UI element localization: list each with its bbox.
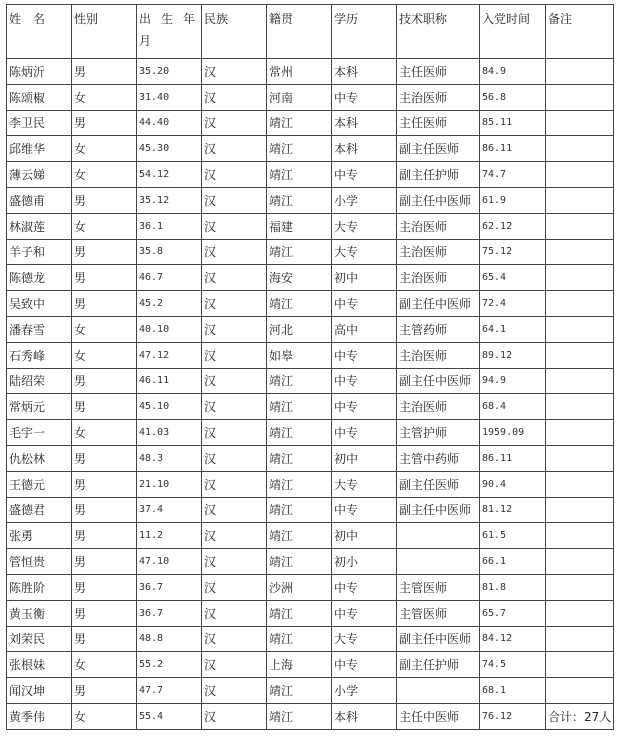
cell-ethnicity: 汉 — [202, 187, 267, 213]
cell-title: 副主任护师 — [397, 162, 480, 188]
cell-party-date: 75.12 — [480, 239, 546, 265]
cell-name: 盛德甫 — [7, 187, 72, 213]
cell-name: 盛德君 — [7, 497, 72, 523]
cell-hometown: 靖江 — [267, 471, 332, 497]
cell-name: 羊子和 — [7, 239, 72, 265]
cell-name: 毛宇一 — [7, 420, 72, 446]
cell-education: 本科 — [332, 703, 397, 729]
cell-remarks — [546, 162, 614, 188]
cell-ethnicity: 汉 — [202, 59, 267, 85]
cell-dob: 35.8 — [137, 239, 202, 265]
cell-education: 初中 — [332, 523, 397, 549]
cell-education: 大专 — [332, 471, 397, 497]
cell-remarks — [546, 600, 614, 626]
cell-title — [397, 523, 480, 549]
cell-ethnicity: 汉 — [202, 600, 267, 626]
cell-party-date: 56.8 — [480, 84, 546, 110]
member-roster-table — [6, 4, 614, 730]
cell-dob: 40.10 — [137, 316, 202, 342]
cell-gender: 女 — [72, 136, 137, 162]
cell-hometown: 靖江 — [267, 187, 332, 213]
cell-dob: 36.1 — [137, 213, 202, 239]
cell-party-date: 65.7 — [480, 600, 546, 626]
cell-education: 中专 — [332, 162, 397, 188]
header-gender: 性别 — [72, 5, 137, 59]
table-row — [7, 497, 614, 523]
cell-dob: 41.03 — [137, 420, 202, 446]
cell-name: 潘春雪 — [7, 316, 72, 342]
cell-gender: 男 — [72, 368, 137, 394]
table-row — [7, 678, 614, 704]
cell-title: 主管中药师 — [397, 445, 480, 471]
table-row — [7, 239, 614, 265]
cell-name: 刘荣民 — [7, 626, 72, 652]
cell-ethnicity: 汉 — [202, 213, 267, 239]
cell-ethnicity: 汉 — [202, 368, 267, 394]
cell-remarks — [546, 265, 614, 291]
cell-ethnicity: 汉 — [202, 549, 267, 575]
header-dob-char-3: 年 — [182, 12, 195, 26]
cell-hometown: 靖江 — [267, 420, 332, 446]
table-row — [7, 420, 614, 446]
cell-hometown: 河南 — [267, 84, 332, 110]
cell-remarks — [546, 394, 614, 420]
cell-party-date: 89.12 — [480, 342, 546, 368]
table-row — [7, 445, 614, 471]
table-row — [7, 652, 614, 678]
header-name: 姓 名 — [7, 5, 72, 59]
cell-gender: 女 — [72, 420, 137, 446]
cell-name: 邱维华 — [7, 136, 72, 162]
cell-dob: 47.7 — [137, 678, 202, 704]
cell-education: 中专 — [332, 291, 397, 317]
cell-remarks — [546, 291, 614, 317]
cell-name: 陈德龙 — [7, 265, 72, 291]
cell-hometown: 常州 — [267, 59, 332, 85]
table-row — [7, 291, 614, 317]
cell-dob: 21.10 — [137, 471, 202, 497]
cell-ethnicity: 汉 — [202, 420, 267, 446]
cell-ethnicity: 汉 — [202, 110, 267, 136]
cell-hometown: 靖江 — [267, 497, 332, 523]
cell-gender: 女 — [72, 162, 137, 188]
cell-ethnicity: 汉 — [202, 316, 267, 342]
cell-name: 林淑莲 — [7, 213, 72, 239]
cell-title: 主治医师 — [397, 342, 480, 368]
cell-name: 黄季伟 — [7, 703, 72, 729]
table-row — [7, 265, 614, 291]
cell-dob: 48.8 — [137, 626, 202, 652]
cell-ethnicity: 汉 — [202, 471, 267, 497]
table-row — [7, 342, 614, 368]
cell-dob: 31.40 — [137, 84, 202, 110]
cell-gender: 男 — [72, 291, 137, 317]
cell-education: 高中 — [332, 316, 397, 342]
cell-party-date: 74.7 — [480, 162, 546, 188]
cell-party-date: 74.5 — [480, 652, 546, 678]
cell-name: 张根妹 — [7, 652, 72, 678]
cell-name: 仇松林 — [7, 445, 72, 471]
cell-remarks — [546, 187, 614, 213]
cell-hometown: 靖江 — [267, 162, 332, 188]
cell-hometown: 靖江 — [267, 239, 332, 265]
cell-party-date: 61.9 — [480, 187, 546, 213]
cell-gender: 男 — [72, 574, 137, 600]
cell-ethnicity: 汉 — [202, 574, 267, 600]
cell-ethnicity: 汉 — [202, 239, 267, 265]
table-row — [7, 471, 614, 497]
cell-party-date: 81.8 — [480, 574, 546, 600]
cell-education: 中专 — [332, 600, 397, 626]
cell-hometown: 靖江 — [267, 291, 332, 317]
cell-gender: 男 — [72, 678, 137, 704]
cell-name: 陈颂椒 — [7, 84, 72, 110]
cell-gender: 男 — [72, 600, 137, 626]
cell-party-date: 90.4 — [480, 471, 546, 497]
cell-education: 中专 — [332, 497, 397, 523]
table-header-row — [7, 5, 614, 59]
cell-gender: 男 — [72, 59, 137, 85]
cell-gender: 男 — [72, 110, 137, 136]
cell-title: 副主任中医师 — [397, 368, 480, 394]
header-dob-line2: 月 — [139, 34, 152, 48]
header-dob-char-1: 出 — [139, 12, 152, 26]
cell-dob: 37.4 — [137, 497, 202, 523]
cell-dob: 55.2 — [137, 652, 202, 678]
cell-education: 初小 — [332, 549, 397, 575]
header-dob — [137, 5, 202, 59]
cell-party-date: 76.12 — [480, 703, 546, 729]
cell-ethnicity: 汉 — [202, 84, 267, 110]
cell-dob: 35.12 — [137, 187, 202, 213]
cell-name: 薄云娣 — [7, 162, 72, 188]
table-row — [7, 213, 614, 239]
cell-title: 副主任护师 — [397, 652, 480, 678]
cell-hometown: 靖江 — [267, 136, 332, 162]
cell-title: 主任医师 — [397, 59, 480, 85]
cell-gender: 女 — [72, 84, 137, 110]
cell-gender: 男 — [72, 549, 137, 575]
cell-ethnicity: 汉 — [202, 265, 267, 291]
cell-dob: 54.12 — [137, 162, 202, 188]
cell-gender: 女 — [72, 652, 137, 678]
cell-hometown: 靖江 — [267, 523, 332, 549]
cell-title — [397, 678, 480, 704]
cell-hometown: 沙洲 — [267, 574, 332, 600]
header-title: 技术职称 — [397, 5, 480, 59]
cell-party-date: 61.5 — [480, 523, 546, 549]
cell-education: 中专 — [332, 342, 397, 368]
table-row — [7, 600, 614, 626]
cell-party-date: 1959.09 — [480, 420, 546, 446]
cell-gender: 女 — [72, 213, 137, 239]
table-row — [7, 368, 614, 394]
cell-dob: 45.30 — [137, 136, 202, 162]
cell-dob: 11.2 — [137, 523, 202, 549]
cell-party-date: 85.11 — [480, 110, 546, 136]
table-row — [7, 703, 614, 729]
cell-title: 主治医师 — [397, 239, 480, 265]
cell-title: 主治医师 — [397, 265, 480, 291]
cell-title: 副主任医师 — [397, 471, 480, 497]
cell-remarks — [546, 239, 614, 265]
cell-title: 副主任中医师 — [397, 187, 480, 213]
cell-education: 中专 — [332, 84, 397, 110]
cell-remarks — [546, 420, 614, 446]
cell-hometown: 河北 — [267, 316, 332, 342]
cell-ethnicity: 汉 — [202, 523, 267, 549]
cell-party-date: 72.4 — [480, 291, 546, 317]
cell-dob: 46.7 — [137, 265, 202, 291]
cell-dob: 45.10 — [137, 394, 202, 420]
cell-ethnicity: 汉 — [202, 703, 267, 729]
cell-remarks — [546, 678, 614, 704]
table-row — [7, 84, 614, 110]
cell-hometown: 靖江 — [267, 368, 332, 394]
cell-party-date: 62.12 — [480, 213, 546, 239]
table-row — [7, 394, 614, 420]
cell-hometown: 靖江 — [267, 678, 332, 704]
cell-name: 陆绍荣 — [7, 368, 72, 394]
cell-remarks — [546, 110, 614, 136]
cell-education: 小学 — [332, 187, 397, 213]
cell-education: 中专 — [332, 394, 397, 420]
cell-gender: 男 — [72, 497, 137, 523]
cell-title: 主治医师 — [397, 213, 480, 239]
cell-dob: 46.11 — [137, 368, 202, 394]
cell-remarks — [546, 574, 614, 600]
table-row — [7, 549, 614, 575]
cell-hometown: 靖江 — [267, 703, 332, 729]
cell-name: 吴致中 — [7, 291, 72, 317]
cell-remarks — [546, 523, 614, 549]
cell-gender: 女 — [72, 342, 137, 368]
header-ethnicity: 民族 — [202, 5, 267, 59]
cell-gender: 男 — [72, 187, 137, 213]
cell-title — [397, 549, 480, 575]
cell-dob: 35.20 — [137, 59, 202, 85]
cell-gender: 女 — [72, 703, 137, 729]
cell-title: 主管药师 — [397, 316, 480, 342]
table-row — [7, 110, 614, 136]
cell-gender: 男 — [72, 626, 137, 652]
cell-name: 陈炳沂 — [7, 59, 72, 85]
cell-remarks — [546, 59, 614, 85]
table-row — [7, 136, 614, 162]
cell-name: 李卫民 — [7, 110, 72, 136]
header-education: 学历 — [332, 5, 397, 59]
cell-party-date: 68.1 — [480, 678, 546, 704]
cell-ethnicity: 汉 — [202, 162, 267, 188]
cell-name: 管恒贵 — [7, 549, 72, 575]
header-party-date: 入党时间 — [480, 5, 546, 59]
cell-remarks — [546, 342, 614, 368]
cell-hometown: 靖江 — [267, 600, 332, 626]
cell-party-date: 66.1 — [480, 549, 546, 575]
cell-remarks — [546, 471, 614, 497]
table-row — [7, 523, 614, 549]
cell-education: 中专 — [332, 574, 397, 600]
cell-name: 陈胜阶 — [7, 574, 72, 600]
cell-title: 主管护师 — [397, 420, 480, 446]
cell-title: 主治医师 — [397, 394, 480, 420]
cell-gender: 男 — [72, 394, 137, 420]
cell-education: 中专 — [332, 368, 397, 394]
cell-education: 大专 — [332, 239, 397, 265]
cell-hometown: 靖江 — [267, 110, 332, 136]
cell-party-date: 84.9 — [480, 59, 546, 85]
cell-party-date: 64.1 — [480, 316, 546, 342]
cell-hometown: 上海 — [267, 652, 332, 678]
table-row — [7, 574, 614, 600]
cell-ethnicity: 汉 — [202, 291, 267, 317]
cell-education: 中专 — [332, 420, 397, 446]
header-hometown: 籍贯 — [267, 5, 332, 59]
cell-name: 张勇 — [7, 523, 72, 549]
cell-title: 副主任医师 — [397, 136, 480, 162]
cell-gender: 男 — [72, 445, 137, 471]
cell-party-date: 68.4 — [480, 394, 546, 420]
cell-education: 中专 — [332, 652, 397, 678]
cell-dob: 44.40 — [137, 110, 202, 136]
cell-ethnicity: 汉 — [202, 626, 267, 652]
cell-ethnicity: 汉 — [202, 342, 267, 368]
cell-remarks — [546, 445, 614, 471]
cell-title: 主管医师 — [397, 600, 480, 626]
table-row — [7, 626, 614, 652]
cell-education: 本科 — [332, 59, 397, 85]
cell-ethnicity: 汉 — [202, 497, 267, 523]
header-dob-char-2: 生 — [160, 12, 173, 26]
cell-name: 黄玉衡 — [7, 600, 72, 626]
cell-party-date: 86.11 — [480, 136, 546, 162]
cell-dob: 47.12 — [137, 342, 202, 368]
cell-gender: 男 — [72, 265, 137, 291]
cell-hometown: 海安 — [267, 265, 332, 291]
cell-ethnicity: 汉 — [202, 652, 267, 678]
cell-education: 本科 — [332, 136, 397, 162]
cell-dob: 48.3 — [137, 445, 202, 471]
cell-remarks — [546, 84, 614, 110]
cell-name: 闻汉坤 — [7, 678, 72, 704]
cell-name: 王德元 — [7, 471, 72, 497]
cell-title: 主任中医师 — [397, 703, 480, 729]
table-row — [7, 59, 614, 85]
cell-title: 主治医师 — [397, 84, 480, 110]
cell-party-date: 86.11 — [480, 445, 546, 471]
table-row — [7, 162, 614, 188]
cell-remarks — [546, 497, 614, 523]
cell-remarks — [546, 316, 614, 342]
cell-dob: 45.2 — [137, 291, 202, 317]
cell-title: 副主任中医师 — [397, 291, 480, 317]
cell-party-date: 94.9 — [480, 368, 546, 394]
cell-education: 小学 — [332, 678, 397, 704]
cell-title: 主任医师 — [397, 110, 480, 136]
cell-remarks — [546, 626, 614, 652]
cell-education: 初中 — [332, 445, 397, 471]
cell-party-date: 84.12 — [480, 626, 546, 652]
cell-education: 大专 — [332, 213, 397, 239]
cell-name: 石秀峰 — [7, 342, 72, 368]
cell-gender: 男 — [72, 471, 137, 497]
cell-remarks — [546, 136, 614, 162]
cell-hometown: 如皋 — [267, 342, 332, 368]
table-row — [7, 187, 614, 213]
cell-hometown: 靖江 — [267, 445, 332, 471]
cell-dob: 55.4 — [137, 703, 202, 729]
cell-ethnicity: 汉 — [202, 394, 267, 420]
cell-remarks: 合计：27人 — [546, 703, 614, 729]
cell-party-date: 81.12 — [480, 497, 546, 523]
cell-hometown: 靖江 — [267, 626, 332, 652]
cell-hometown: 福建 — [267, 213, 332, 239]
cell-gender: 男 — [72, 523, 137, 549]
cell-ethnicity: 汉 — [202, 136, 267, 162]
header-remarks: 备注 — [546, 5, 614, 59]
cell-gender: 女 — [72, 316, 137, 342]
cell-hometown: 靖江 — [267, 394, 332, 420]
cell-dob: 36.7 — [137, 574, 202, 600]
cell-ethnicity: 汉 — [202, 445, 267, 471]
table-row — [7, 316, 614, 342]
cell-name: 常炳元 — [7, 394, 72, 420]
cell-title: 主管医师 — [397, 574, 480, 600]
cell-dob: 47.10 — [137, 549, 202, 575]
cell-remarks — [546, 549, 614, 575]
cell-education: 大专 — [332, 626, 397, 652]
cell-remarks — [546, 368, 614, 394]
cell-title: 副主任中医师 — [397, 626, 480, 652]
cell-remarks — [546, 213, 614, 239]
cell-party-date: 65.4 — [480, 265, 546, 291]
cell-ethnicity: 汉 — [202, 678, 267, 704]
cell-remarks — [546, 652, 614, 678]
cell-title: 副主任中医师 — [397, 497, 480, 523]
cell-education: 本科 — [332, 110, 397, 136]
cell-education: 初中 — [332, 265, 397, 291]
cell-hometown: 靖江 — [267, 549, 332, 575]
cell-dob: 36.7 — [137, 600, 202, 626]
cell-gender: 男 — [72, 239, 137, 265]
